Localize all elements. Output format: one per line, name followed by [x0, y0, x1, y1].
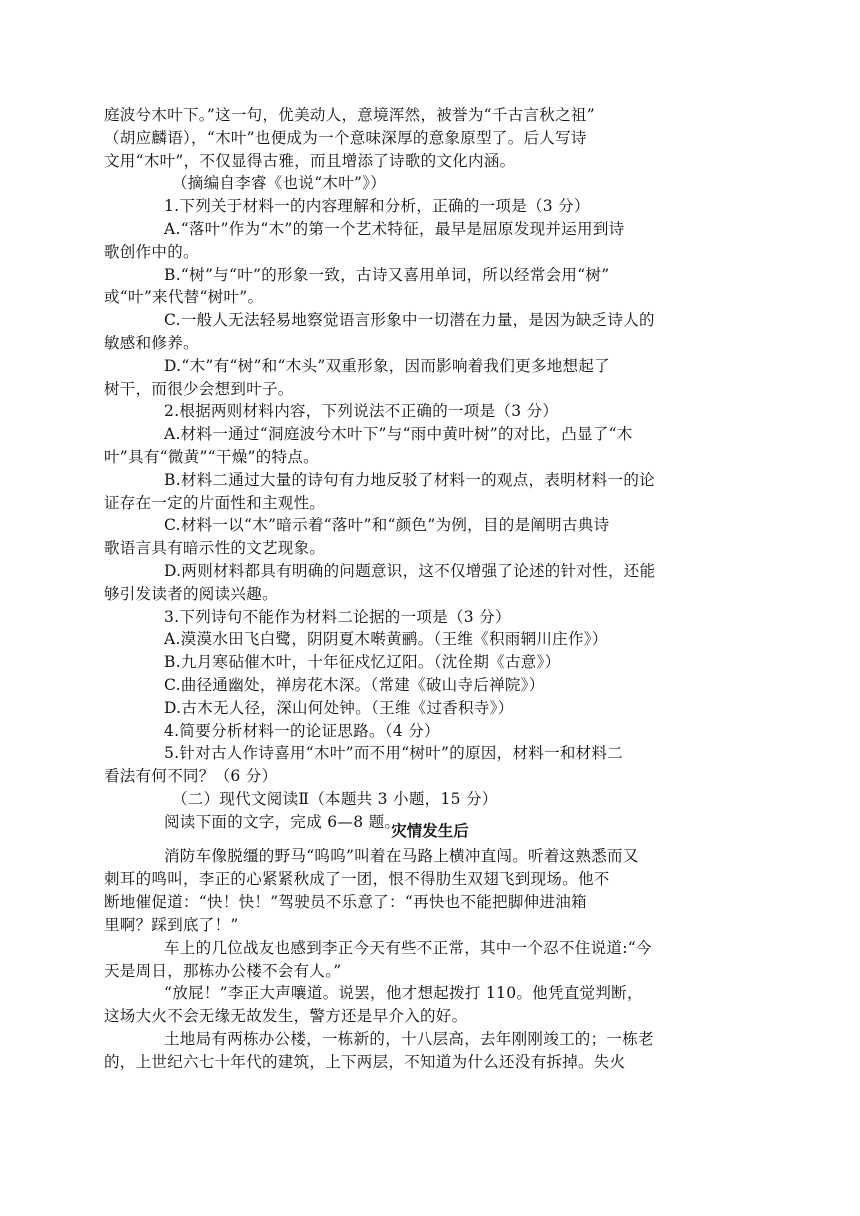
text-line: D.两则材料都具有明确的问题意识，这不仅增强了论述的针对性，还能 — [164, 562, 656, 580]
text-line: 1.下列关于材料一的内容理解和分析，正确的一项是（3 分） — [164, 197, 590, 216]
story-line: 断地催促道：“快！快！”驾驶员不乐意了：“再快也不能把脚伸进油箱 — [104, 892, 587, 911]
story-line: 刺耳的鸣叫，李正的心紧紧秋成了一团，恨不得肋生双翅飞到现场。他不 — [104, 869, 610, 888]
text-line: （摘编自李睿《也说“木叶”》） — [172, 174, 387, 193]
text-line: 庭波兮木叶下。”这一句，优美动人，意境浑然，被誉为“千古言秋之祖” — [104, 106, 595, 124]
text-line: A.漠漠水田飞白鹭，阴阴夏木啭黄鹂。（王维《积雨辋川庄作》） — [164, 630, 608, 649]
text-line: B.“树”与“叶”的形象一致，古诗又喜用单词，所以经常会用“树” — [164, 265, 610, 284]
text-line: 文用“木叶”，不仅显得古雅，而且增添了诗歌的文化内涵。 — [104, 151, 516, 170]
text-line: 3.下列诗句不能作为材料二论据的一项是（3 分） — [164, 607, 511, 626]
text-line: 敏感和修养。 — [104, 334, 199, 352]
text-line: 树干，而很少会想到叶子。 — [104, 379, 294, 398]
story-title: 灾情发生后 — [391, 822, 469, 840]
text-line: （胡应麟语），“木叶”也便成为一个意味深厚的意象原型了。后人写诗 — [104, 128, 587, 147]
text-line: D.“木”有“树”和“木头”双重形象，因而影响着我们更多地想起了 — [164, 356, 610, 375]
story-line: “放屁！”李正大声嚷道。说罢，他才想起拨打 110。他凭直觉判断， — [164, 984, 643, 1003]
text-line: 叶”具有“微黄”“干燥”的特点。 — [104, 448, 319, 466]
text-line: 或“叶”来代替“树叶”。 — [104, 288, 264, 307]
text-line: 歌语言具有暗示性的文艺现象。 — [104, 539, 326, 558]
text-line: 2.根据两则材料内容，下列说法不正确的一项是（3 分） — [164, 402, 559, 421]
text-line: C.一般人无法轻易地察觉语言形象中一切潜在力量，是因为缺乏诗人的 — [164, 311, 655, 330]
text-line: （二）现代文阅读Ⅱ（本题共 3 小题，15 分） — [172, 790, 498, 808]
text-line: 够引发读者的阅读兴趣。 — [104, 584, 278, 603]
text-line: 证存在一定的片面性和主观性。 — [104, 493, 326, 512]
text-line: 4.简要分析材料一的论证思路。（4 分） — [164, 721, 440, 740]
story-line: 车上的几位战友也感到李正今天有些不正常，其中一个忍不住说道:“今 — [164, 938, 652, 957]
text-line: 阅读下面的文字，完成 6—8 题。 — [164, 812, 401, 831]
text-line: A.材料一通过“洞庭波兮木叶下”与“雨中黄叶树”的对比，凸显了“木 — [164, 425, 633, 444]
text-line: C.曲径通幽处，禅房花木深。（常建《破山寺后禅院》） — [164, 676, 545, 694]
text-line: D.古木无人径，深山何处钟。（王维《过香积寺》） — [164, 698, 514, 717]
story-line: 这场大火不会无缘无故发生，警方还是早介入的好。 — [104, 1007, 468, 1026]
story-line: 土地局有两栋办公楼，一栋新的，十八层高，去年刚刚竣工的；一栋老 — [164, 1030, 654, 1049]
story-line: 的，上世纪六七十年代的建筑，上下两层，不知道为什么还没有拆掉。失火 — [104, 1053, 626, 1072]
text-line: 看法有何不同？（6 分） — [104, 767, 278, 786]
text-line: 5.针对古人作诗喜用“木叶”而不用“树叶”的原因，材料一和材料二 — [164, 744, 624, 763]
text-line: B.九月寒砧催木叶，十年征戍忆辽阳。（沈佺期《古意》） — [164, 653, 561, 672]
text-line: C.材料一以“木”暗示着“落叶”和“颜色”为例，目的是阐明古典诗 — [164, 516, 610, 535]
text-line: A.“落叶”作为“木”的第一个艺术特征，最早是屈原发现并运用到诗 — [164, 220, 625, 238]
text-line: B.材料二通过大量的诗句有力地反驳了材料一的观点，表明材料一的论 — [164, 470, 655, 489]
story-line: 消防车像脱缰的野马“呜呜”叫着在马路上横冲直闯。听着这熟悉而又 — [164, 847, 639, 865]
story-line: 里啊？踩到底了！” — [104, 915, 239, 934]
story-line: 天是周日，那栋办公楼不会有人。” — [104, 961, 342, 980]
text-line: 歌创作中的。 — [104, 242, 199, 261]
